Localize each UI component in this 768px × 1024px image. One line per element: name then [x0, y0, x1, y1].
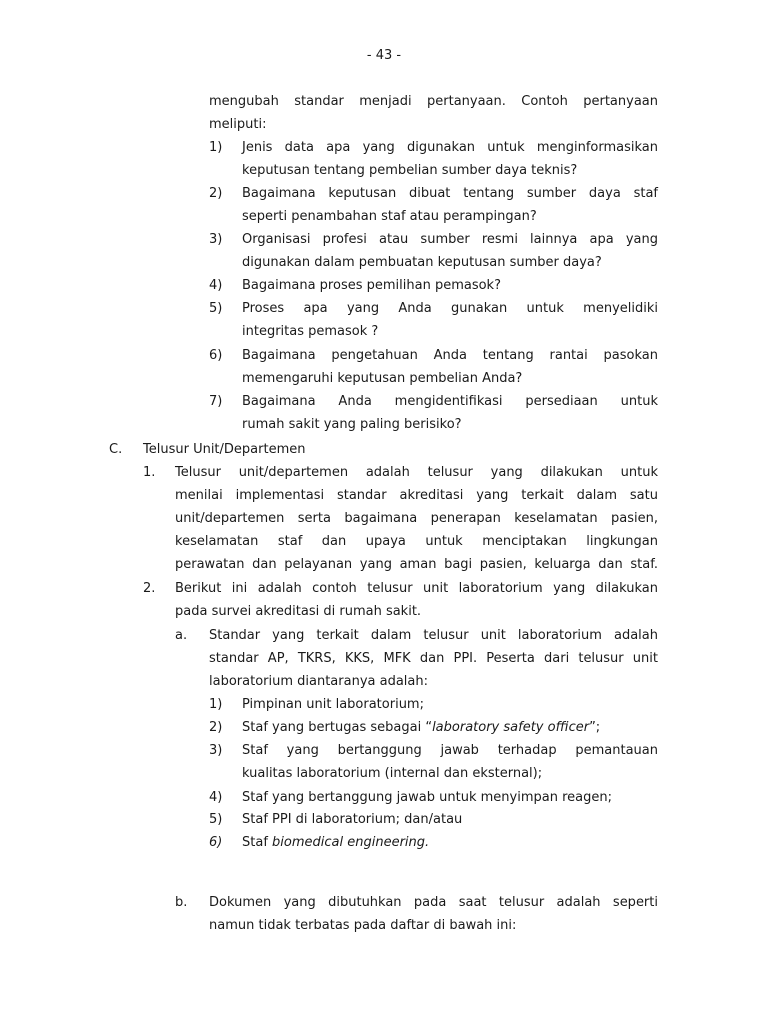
participant-6-pre: Staf: [242, 835, 273, 850]
item-2-num: 2.: [143, 581, 156, 596]
participant-num-5: 5): [209, 812, 223, 827]
question-num-1: 1): [209, 140, 223, 155]
page-number: - 43 -: [366, 48, 402, 63]
item-1-num: 1.: [143, 465, 156, 480]
intro-line-1: mengubah standar menjadi pertanyaan. Contoh pertanyaan: [209, 94, 658, 109]
participant-num-3: 3): [209, 743, 223, 758]
question-5-line-1: Proses apa yang Anda gunakan untuk menyelidiki: [242, 301, 658, 316]
question-6-line-1: Bagaimana pengetahuan Anda tentang rantai pasokan: [242, 348, 658, 363]
section-c-title: Telusur Unit/Departemen: [143, 442, 306, 457]
item-2a-letter: a.: [175, 628, 188, 643]
item-2a-line-3: laboratorium diantaranya adalah:: [209, 674, 428, 689]
participant-num-4: 4): [209, 790, 223, 805]
item-2a-line-2: standar AP, TKRS, KKS, MFK dan PPI. Peserta dari telusur unit: [209, 651, 658, 666]
item-1-line-1: Telusur unit/departemen adalah telusur yang dilakukan untuk: [175, 465, 658, 480]
question-3-line-1: Organisasi profesi atau sumber resmi lainnya apa yang: [242, 232, 658, 247]
question-num-7: 7): [209, 394, 223, 409]
item-1-line-5: perawatan dan pelayanan yang aman bagi pasien, keluarga dan staf.: [175, 557, 658, 572]
question-7-line-2: rumah sakit yang paling berisiko?: [242, 417, 462, 432]
question-2-line-2: seperti penambahan staf atau perampingan?: [242, 209, 537, 224]
participant-4-text: Staf yang bertanggung jawab untuk menyimpan reagen;: [242, 790, 612, 805]
item-1-line-4: keselamatan staf dan upaya untuk menciptakan lingkungan: [175, 534, 658, 549]
participant-6-emphasis: biomedical engineering.: [272, 835, 430, 850]
question-1-line-1: Jenis data apa yang digunakan untuk menginformasikan: [242, 140, 658, 155]
item-2b-letter: b.: [175, 895, 188, 910]
item-1-line-3: unit/departemen serta bagaimana penerapan keselamatan pasien,: [175, 511, 658, 526]
participant-num-1: 1): [209, 697, 223, 712]
participant-3-line-2: kualitas laboratorium (internal dan eksternal);: [242, 766, 543, 781]
question-5-line-2: integritas pemasok ?: [242, 324, 379, 339]
question-4-line-1: Bagaimana proses pemilihan pemasok?: [242, 278, 501, 293]
participant-3-line-1: Staf yang bertanggung jawab terhadap pemantauan: [242, 743, 658, 758]
question-2-line-1: Bagaimana keputusan dibuat tentang sumber daya staf: [242, 186, 658, 201]
participant-2-emphasis: laboratory safety officer: [432, 720, 590, 735]
participant-6-text: [242, 833, 429, 852]
item-2-line-1: Berikut ini adalah contoh telusur unit laboratorium yang dilakukan: [175, 581, 658, 596]
question-num-6: 6): [209, 348, 223, 363]
item-2-line-2: pada survei akreditasi di rumah sakit.: [175, 604, 422, 619]
section-c-letter: C.: [109, 442, 123, 457]
question-7-line-1: Bagaimana Anda mengidentifikasi persediaan untuk: [242, 394, 658, 409]
item-2a-line-1: Standar yang terkait dalam telusur unit laboratorium adalah: [209, 628, 658, 643]
intro-line-2: meliputi:: [209, 117, 267, 132]
question-1-line-2: keputusan tentang pembelian sumber daya teknis?: [242, 163, 578, 178]
question-3-line-2: digunakan dalam pembuatan keputusan sumber daya?: [242, 255, 602, 270]
question-num-4: 4): [209, 278, 223, 293]
question-num-5: 5): [209, 301, 223, 316]
participant-2-pre: Staf yang bertugas sebagai “: [242, 720, 433, 735]
participant-2-post: ”;: [589, 720, 601, 735]
participant-2-text: [242, 718, 600, 737]
participant-1-text: Pimpinan unit laboratorium;: [242, 697, 424, 712]
item-2b-line-2: namun tidak terbatas pada daftar di bawah ini:: [209, 918, 517, 933]
question-6-line-2: memengaruhi keputusan pembelian Anda?: [242, 371, 523, 386]
item-1-line-2: menilai implementasi standar akreditasi yang terkait dalam satu: [175, 488, 658, 503]
question-num-2: 2): [209, 186, 223, 201]
question-num-3: 3): [209, 232, 223, 247]
item-2b-line-1: Dokumen yang dibutuhkan pada saat telusur adalah seperti: [209, 895, 658, 910]
participant-num-2: 2): [209, 720, 223, 735]
participant-num-6: 6): [209, 835, 223, 850]
participant-5-text: Staf PPI di laboratorium; dan/atau: [242, 812, 463, 827]
